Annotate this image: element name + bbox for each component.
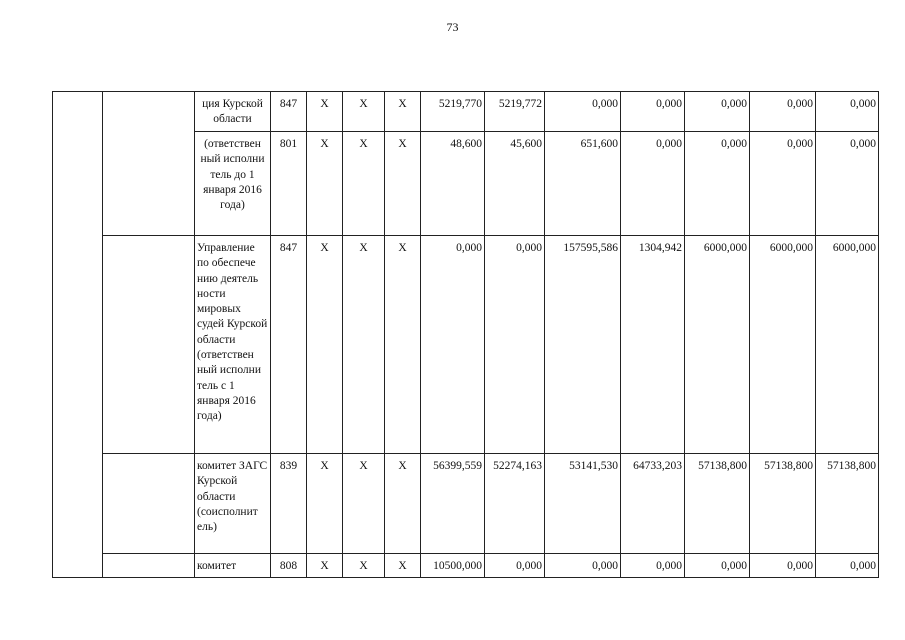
- empty-cell: [103, 454, 195, 554]
- x-cell: X: [307, 454, 343, 554]
- empty-cell: [53, 92, 103, 578]
- value-cell: 57138,800: [816, 454, 879, 554]
- x-cell: X: [385, 92, 421, 132]
- value-cell: 0,000: [421, 236, 485, 454]
- value-cell: 1304,942: [621, 236, 685, 454]
- x-cell: X: [343, 236, 385, 454]
- x-cell: X: [385, 132, 421, 236]
- value-cell: 0,000: [545, 92, 621, 132]
- code-cell: 847: [271, 236, 307, 454]
- executor-name-cell: Управление по обеспече нию деятель ности мировых судей Курской области (ответствен ный исполни тель с 1 января 2016 года): [195, 236, 271, 454]
- value-cell: 53141,530: [545, 454, 621, 554]
- value-cell: 57138,800: [750, 454, 816, 554]
- value-cell: 0,000: [621, 92, 685, 132]
- table-row: [53, 92, 879, 132]
- x-cell: X: [343, 554, 385, 578]
- code-cell: 847: [271, 92, 307, 132]
- value-cell: 0,000: [816, 554, 879, 578]
- value-cell: 0,000: [816, 132, 879, 236]
- x-cell: X: [307, 554, 343, 578]
- x-cell: X: [385, 236, 421, 454]
- value-cell: 0,000: [485, 236, 545, 454]
- value-cell: 0,000: [685, 554, 750, 578]
- value-cell: 48,600: [421, 132, 485, 236]
- value-cell: 5219,772: [485, 92, 545, 132]
- value-cell: 0,000: [750, 132, 816, 236]
- table-row: [53, 236, 879, 454]
- value-cell: 6000,000: [685, 236, 750, 454]
- value-cell: 6000,000: [816, 236, 879, 454]
- x-cell: X: [385, 554, 421, 578]
- x-cell: X: [343, 454, 385, 554]
- code-cell: 801: [271, 132, 307, 236]
- value-cell: 0,000: [545, 554, 621, 578]
- x-cell: X: [307, 132, 343, 236]
- value-cell: 0,000: [816, 92, 879, 132]
- x-cell: X: [385, 454, 421, 554]
- value-cell: 45,600: [485, 132, 545, 236]
- value-cell: 0,000: [621, 132, 685, 236]
- executor-name-cell: комитет ЗАГС Курской области (соисполнит ель): [195, 454, 271, 554]
- value-cell: 64733,203: [621, 454, 685, 554]
- page-number: 73: [446, 20, 459, 34]
- value-cell: 56399,559: [421, 454, 485, 554]
- value-cell: 6000,000: [750, 236, 816, 454]
- value-cell: 157595,586: [545, 236, 621, 454]
- value-cell: 52274,163: [485, 454, 545, 554]
- table-row: [53, 454, 879, 554]
- x-cell: X: [307, 92, 343, 132]
- empty-cell: [103, 236, 195, 454]
- x-cell: X: [307, 236, 343, 454]
- executor-name-cell: ция Курской области: [195, 92, 271, 132]
- value-cell: 57138,800: [685, 454, 750, 554]
- x-cell: X: [343, 92, 385, 132]
- value-cell: 10500,000: [421, 554, 485, 578]
- value-cell: 0,000: [750, 92, 816, 132]
- value-cell: 0,000: [685, 92, 750, 132]
- value-cell: 0,000: [621, 554, 685, 578]
- empty-cell: [103, 92, 195, 236]
- empty-cell: [103, 554, 195, 578]
- budget-table: [52, 91, 879, 578]
- table-row: [53, 554, 879, 578]
- value-cell: 0,000: [750, 554, 816, 578]
- code-cell: 808: [271, 554, 307, 578]
- value-cell: 5219,770: [421, 92, 485, 132]
- x-cell: X: [343, 132, 385, 236]
- value-cell: 0,000: [685, 132, 750, 236]
- value-cell: 651,600: [545, 132, 621, 236]
- code-cell: 839: [271, 454, 307, 554]
- executor-name-cell: (ответствен ный исполни тель до 1 января 2016 года): [195, 132, 271, 236]
- executor-name-cell: комитет: [195, 554, 271, 578]
- value-cell: 0,000: [485, 554, 545, 578]
